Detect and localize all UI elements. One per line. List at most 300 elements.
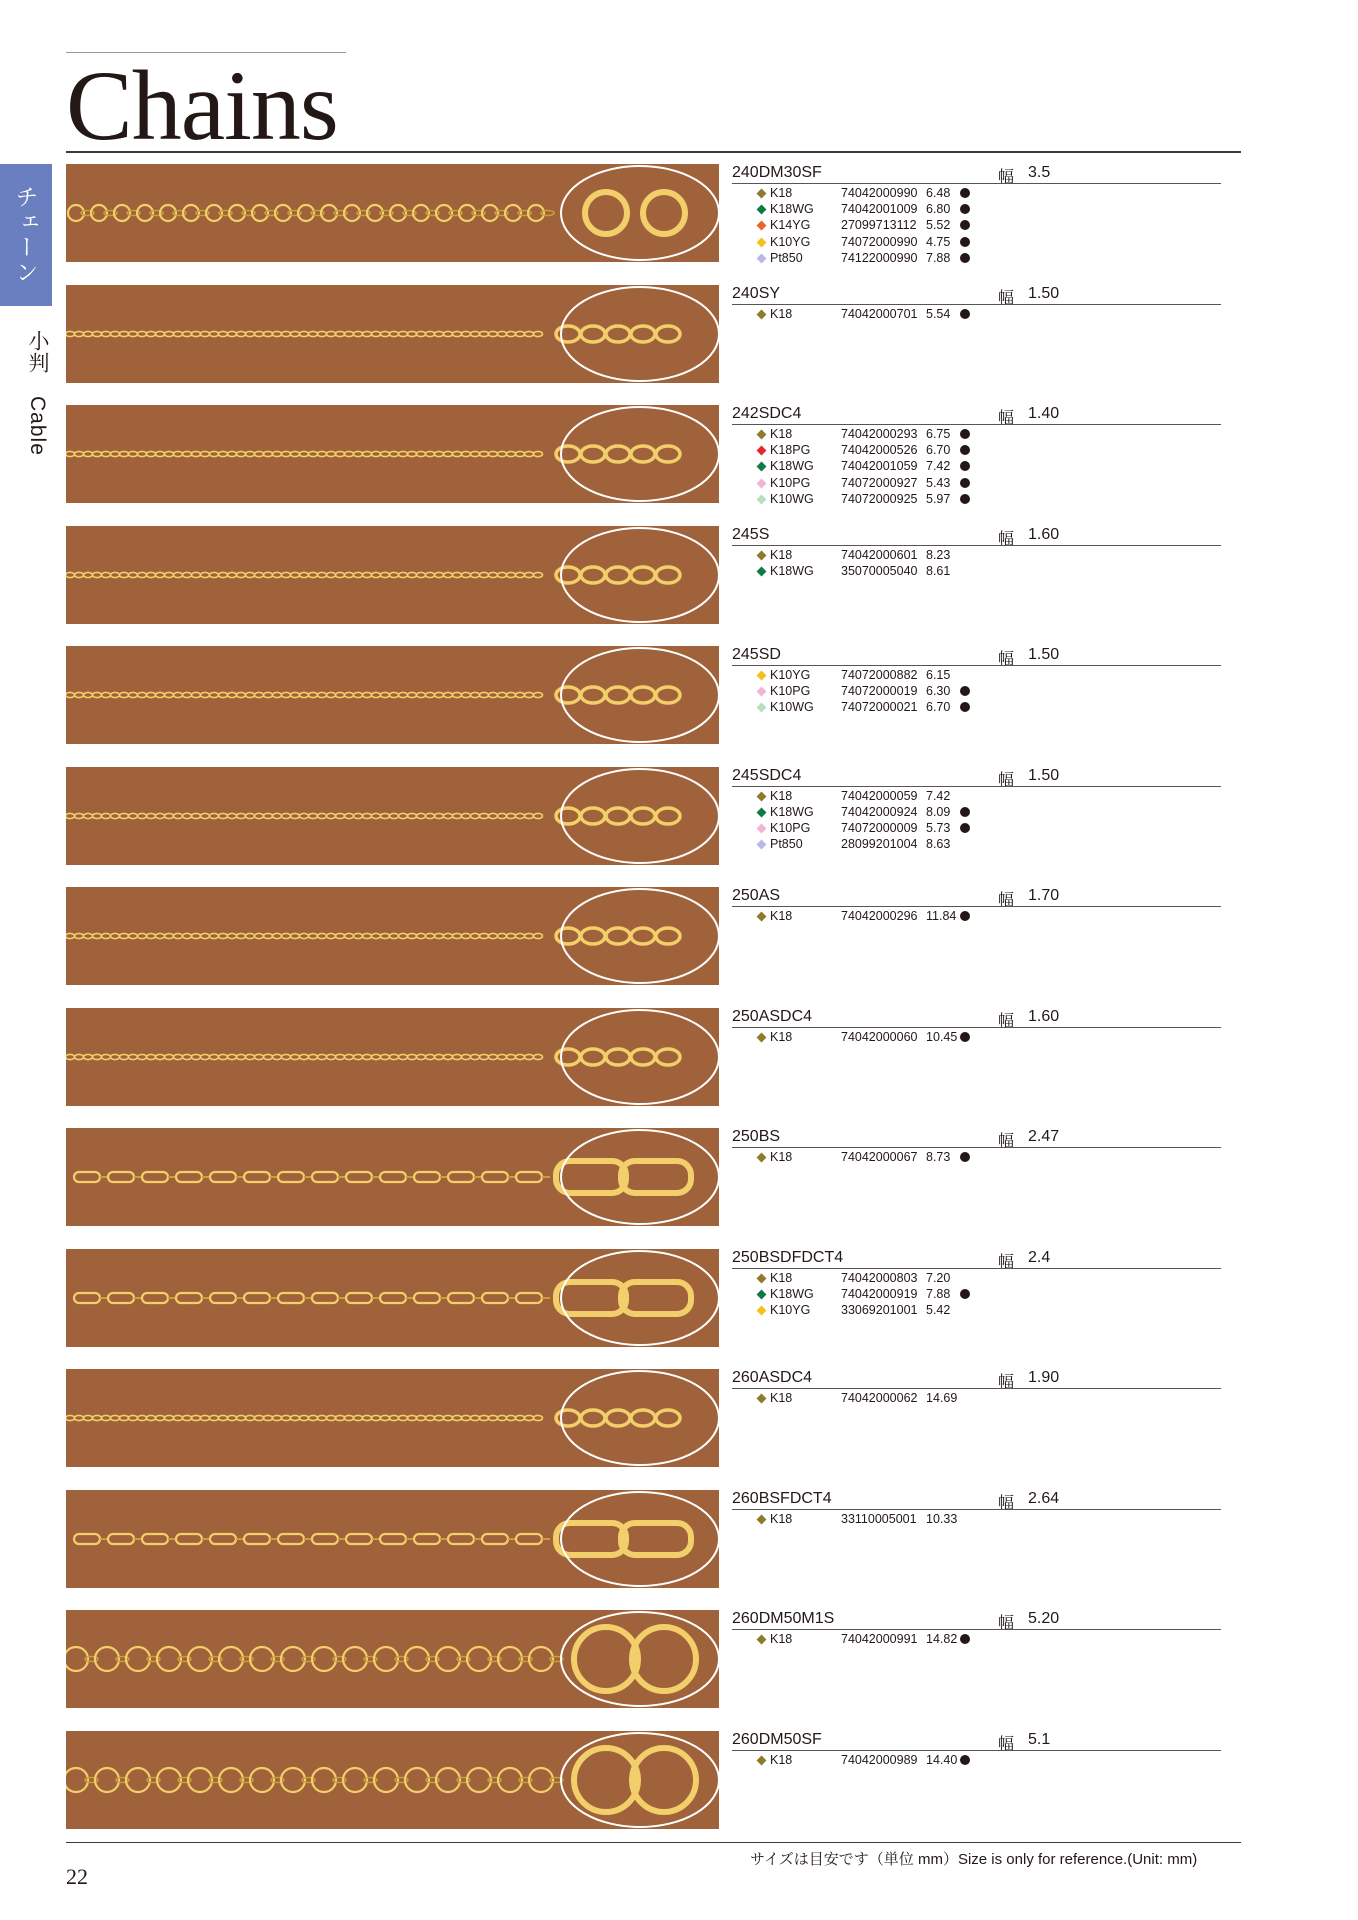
chain-illustration: [66, 887, 719, 985]
chain-illustration: [66, 405, 719, 503]
variant-row: [757, 547, 1017, 563]
width-value: 5.20: [1028, 1610, 1060, 1627]
variant-row: [757, 442, 1017, 458]
weight: 7.88: [926, 1286, 951, 1301]
product-code: 74042000919: [841, 1286, 918, 1301]
chain-info: [732, 1610, 1241, 1708]
width-label: 幅: [998, 892, 1015, 909]
chain-photo: [66, 1610, 719, 1708]
metal-name: K18: [770, 1632, 793, 1646]
stock-dot-icon: [960, 445, 970, 455]
stock-dot-icon: [960, 686, 970, 696]
stock-dot-icon: [960, 220, 970, 230]
metal-name: K18: [770, 306, 793, 321]
product-code: 74042001059: [841, 459, 918, 474]
metal-name: K14YG: [770, 218, 811, 233]
info-rule: [732, 424, 1221, 425]
metal-diamond-icon: [757, 840, 767, 850]
chain-photo: [66, 1490, 719, 1588]
width-label: 幅: [998, 1615, 1015, 1632]
chain-info: [732, 1008, 1241, 1106]
variant-row: [757, 788, 1017, 804]
product-code: 74072000927: [841, 475, 918, 490]
product-code: 74042000601: [841, 547, 918, 562]
info-rule: [732, 665, 1221, 666]
chain-code: 240DM30SF: [732, 164, 822, 181]
variant-row: [757, 820, 1017, 836]
variant-list: [757, 1390, 1017, 1406]
variant-list: [757, 185, 1017, 266]
chain-illustration: [66, 164, 719, 262]
weight: 5.43: [926, 475, 951, 490]
weight: 6.70: [926, 700, 951, 715]
variant-list: [757, 547, 1017, 579]
chain-row: [66, 1128, 1241, 1226]
metal-diamond-icon: [757, 566, 767, 576]
variant-list: [757, 1752, 1017, 1768]
width-label: 幅: [998, 1494, 1015, 1512]
variant-row: [757, 217, 1017, 233]
width-value: 1.60: [1028, 1007, 1060, 1025]
chain-illustration: [66, 646, 719, 744]
variant-row: [757, 185, 1017, 201]
metal-diamond-icon: [757, 1273, 767, 1283]
chain-row: [66, 887, 1241, 985]
weight: 8.73: [926, 1150, 951, 1164]
info-rule: [732, 1268, 1221, 1269]
chain-illustration: [66, 1008, 719, 1106]
page-title: Chains: [66, 50, 338, 161]
weight: 10.45: [926, 1029, 958, 1044]
chain-code: 242SDC4: [732, 405, 802, 422]
chain-info: [732, 1490, 1241, 1588]
side-tab-label: チェーン: [12, 185, 39, 285]
weight: 6.80: [926, 202, 951, 217]
metal-diamond-icon: [757, 221, 767, 231]
width-value: 1.90: [1028, 1369, 1060, 1386]
width-value: 1.50: [1028, 646, 1060, 663]
chain-photo: [66, 767, 719, 865]
info-rule: [732, 304, 1221, 305]
chain-code: 260DM50SF: [732, 1730, 822, 1748]
variant-row: [757, 1752, 1017, 1768]
info-rule: [732, 183, 1221, 184]
weight: 14.40: [926, 1752, 958, 1767]
chain-info: [732, 405, 1241, 506]
product-code: 74042000293: [841, 427, 918, 441]
product-code: 74072000882: [841, 668, 918, 682]
info-rule: [732, 1027, 1221, 1028]
chain-code: 250ASDC4: [732, 1007, 813, 1025]
chain-code: 260ASDC4: [732, 1369, 813, 1386]
variant-row: [757, 201, 1017, 217]
chain-code: 250BS: [732, 1128, 781, 1145]
variant-row: [757, 1029, 1017, 1045]
chain-code: 260DM50M1S: [732, 1610, 835, 1627]
variant-list: [757, 426, 1017, 507]
weight: 5.73: [926, 820, 951, 835]
chain-illustration: [66, 1249, 719, 1347]
chain-info: [732, 285, 1241, 383]
metal-diamond-icon: [757, 550, 767, 560]
metal-diamond-icon: [757, 253, 767, 263]
metal-diamond-icon: [757, 446, 767, 456]
chain-code: 245SD: [732, 646, 781, 663]
variant-row: [757, 667, 1017, 683]
stock-dot-icon: [960, 823, 970, 833]
product-code: 74042000990: [841, 186, 918, 200]
chain-illustration: [66, 1610, 719, 1708]
variant-list: [757, 908, 1017, 924]
metal-diamond-icon: [757, 309, 767, 319]
metal-diamond-icon: [757, 1032, 767, 1042]
metal-name: K10WG: [770, 700, 814, 715]
metal-name: K10PG: [770, 684, 811, 699]
metal-name: K18: [770, 1511, 793, 1526]
chain-photo: [66, 405, 719, 503]
chain-info: [732, 1731, 1241, 1829]
category-label: 小判 Cable: [26, 330, 49, 456]
metal-diamond-icon: [757, 671, 767, 681]
metal-name: K18WG: [770, 563, 814, 578]
metal-name: K10PG: [770, 820, 811, 835]
product-code: 74042000924: [841, 804, 918, 819]
weight: 5.97: [926, 491, 951, 506]
stock-dot-icon: [960, 1755, 970, 1765]
info-rule: [732, 786, 1221, 787]
variant-row: [757, 1390, 1017, 1406]
stock-dot-icon: [960, 204, 970, 214]
stock-dot-icon: [960, 1152, 970, 1162]
metal-diamond-icon: [757, 494, 767, 504]
stock-dot-icon: [960, 494, 970, 504]
stock-dot-icon: [960, 1032, 970, 1042]
width-label: 幅: [998, 289, 1015, 307]
metal-name: K18PG: [770, 443, 811, 458]
product-code: 74072000009: [841, 820, 918, 835]
chain-info: [732, 646, 1241, 744]
product-code: 74042000060: [841, 1029, 918, 1044]
footer-rule: [66, 1842, 1241, 1843]
metal-diamond-icon: [757, 237, 767, 247]
weight: 14.82: [926, 1632, 958, 1646]
width-label: 幅: [998, 1012, 1015, 1030]
product-code: 74042000296: [841, 909, 918, 923]
chain-photo: [66, 1128, 719, 1226]
variant-row: [757, 1286, 1017, 1302]
variant-row: [757, 804, 1017, 820]
chain-row: [66, 646, 1241, 744]
product-code: 74042000062: [841, 1391, 918, 1405]
product-code: 74122000990: [841, 250, 918, 265]
weight: 7.88: [926, 250, 951, 265]
chain-illustration: [66, 526, 719, 624]
variant-list: [757, 1511, 1017, 1527]
metal-diamond-icon: [757, 791, 767, 801]
info-rule: [732, 1509, 1221, 1510]
metal-diamond-icon: [757, 1305, 767, 1315]
metal-name: K18WG: [770, 202, 814, 217]
chain-row: [66, 1249, 1241, 1347]
header-rule: [66, 151, 1241, 153]
chain-code: 250AS: [732, 887, 781, 904]
variant-row: [757, 1511, 1017, 1527]
chain-illustration: [66, 285, 719, 383]
metal-diamond-icon: [757, 1289, 767, 1299]
product-code: 74042000701: [841, 306, 918, 321]
chain-code: 260BSFDCT4: [732, 1489, 832, 1507]
width-label: 幅: [998, 1133, 1015, 1150]
chain-photo: [66, 887, 719, 985]
product-code: 74042000803: [841, 1270, 918, 1285]
stock-dot-icon: [960, 253, 970, 263]
variant-row: [757, 306, 1017, 322]
product-code: 74042000526: [841, 443, 918, 458]
variant-row: [757, 491, 1017, 507]
metal-diamond-icon: [757, 462, 767, 472]
metal-diamond-icon: [757, 1635, 767, 1645]
product-code: 33069201001: [841, 1302, 918, 1317]
stock-dot-icon: [960, 237, 970, 247]
metal-name: K18: [770, 1270, 793, 1285]
metal-name: K10YG: [770, 1302, 811, 1317]
stock-dot-icon: [960, 429, 970, 439]
metal-diamond-icon: [757, 189, 767, 199]
width-value: 1.60: [1028, 525, 1060, 543]
metal-diamond-icon: [757, 687, 767, 697]
chain-code: 245SDC4: [732, 766, 802, 784]
width-label: 幅: [998, 530, 1015, 548]
weight: 11.84: [926, 909, 957, 923]
weight: 6.15: [926, 668, 951, 682]
weight: 7.42: [926, 459, 951, 474]
chain-row: [66, 1369, 1241, 1467]
stock-dot-icon: [960, 807, 970, 817]
variant-row: [757, 683, 1017, 699]
width-label: 幅: [998, 651, 1015, 668]
weight: 8.63: [926, 837, 951, 852]
weight: 6.30: [926, 684, 951, 699]
chain-row: [66, 1731, 1241, 1829]
product-code: 27099713112: [841, 218, 917, 233]
stock-dot-icon: [960, 702, 970, 712]
chain-illustration: [66, 767, 719, 865]
metal-name: K18WG: [770, 1286, 814, 1301]
variant-row: [757, 699, 1017, 715]
chain-photo: [66, 285, 719, 383]
product-code: 74042000067: [841, 1150, 918, 1164]
product-code: 74042000991: [841, 1632, 918, 1646]
chain-info: [732, 526, 1241, 624]
chain-photo: [66, 646, 719, 744]
metal-name: Pt850: [770, 250, 803, 265]
stock-dot-icon: [960, 911, 970, 921]
metal-diamond-icon: [757, 478, 767, 488]
weight: 8.09: [926, 804, 951, 819]
info-rule: [732, 906, 1221, 907]
stock-dot-icon: [960, 1634, 970, 1644]
chain-code: 245S: [732, 525, 770, 543]
chain-illustration: [66, 1731, 719, 1829]
width-label: 幅: [998, 1374, 1015, 1391]
variant-row: [757, 1149, 1017, 1165]
weight: 8.23: [926, 547, 951, 562]
chain-info: [732, 1369, 1241, 1467]
variant-row: [757, 234, 1017, 250]
metal-name: K18: [770, 909, 793, 923]
metal-name: K18: [770, 788, 793, 803]
weight: 5.54: [926, 306, 951, 321]
weight: 6.70: [926, 443, 951, 458]
page-number: 22: [66, 1864, 88, 1889]
stock-dot-icon: [960, 478, 970, 488]
info-rule: [732, 545, 1221, 546]
metal-name: K10YG: [770, 234, 811, 249]
weight: 7.20: [926, 1270, 951, 1285]
chain-photo: [66, 164, 719, 262]
chain-row: [66, 164, 1241, 265]
metal-name: K18: [770, 1391, 793, 1405]
width-label: 幅: [998, 1735, 1015, 1753]
metal-name: K18: [770, 1150, 793, 1164]
chain-photo: [66, 1249, 719, 1347]
variant-row: [757, 426, 1017, 442]
variant-list: [757, 1270, 1017, 1319]
metal-diamond-icon: [757, 1514, 767, 1524]
metal-name: K18WG: [770, 804, 814, 819]
width-value: 1.70: [1028, 887, 1060, 904]
product-code: 74072000925: [841, 491, 918, 506]
product-code: 74072000021: [841, 700, 918, 715]
stock-dot-icon: [960, 1289, 970, 1299]
chain-row: [66, 526, 1241, 624]
chain-info: [732, 164, 1241, 265]
chain-illustration: [66, 1369, 719, 1467]
width-value: 5.1: [1028, 1730, 1051, 1748]
metal-name: K10WG: [770, 491, 814, 506]
variant-row: [757, 1302, 1017, 1318]
metal-name: K18: [770, 427, 793, 441]
chain-row: [66, 1008, 1241, 1106]
metal-name: Pt850: [770, 837, 803, 852]
product-code: 74042000059: [841, 788, 918, 803]
width-value: 2.64: [1028, 1489, 1060, 1507]
variant-list: [757, 1029, 1017, 1045]
chain-photo: [66, 526, 719, 624]
weight: 5.52: [926, 218, 951, 233]
stock-dot-icon: [960, 188, 970, 198]
variant-row: [757, 563, 1017, 579]
metal-diamond-icon: [757, 205, 767, 215]
weight: 8.61: [926, 563, 951, 578]
width-value: 2.4: [1028, 1248, 1051, 1266]
stock-dot-icon: [960, 309, 970, 319]
product-code: 28099201004: [841, 837, 918, 852]
width-value: 3.5: [1028, 164, 1051, 181]
weight: 7.42: [926, 788, 951, 803]
metal-name: K18: [770, 1752, 793, 1767]
weight: 6.75: [926, 427, 951, 441]
variant-row: [757, 1270, 1017, 1286]
chain-photo: [66, 1369, 719, 1467]
metal-diamond-icon: [757, 1153, 767, 1163]
metal-diamond-icon: [757, 430, 767, 440]
product-code: 33110005001: [841, 1511, 917, 1526]
chain-info: [732, 1249, 1241, 1347]
metal-diamond-icon: [757, 703, 767, 713]
variant-row: [757, 1631, 1017, 1647]
chain-code: 240SY: [732, 284, 781, 302]
chain-row: [66, 405, 1241, 506]
variant-row: [757, 250, 1017, 266]
stock-dot-icon: [960, 461, 970, 471]
info-rule: [732, 1750, 1221, 1751]
variant-row: [757, 475, 1017, 491]
info-rule: [732, 1147, 1221, 1148]
width-label: 幅: [998, 169, 1015, 186]
product-code: 74072000990: [841, 234, 918, 249]
variant-row: [757, 458, 1017, 474]
variant-list: [757, 1631, 1017, 1647]
chain-illustration: [66, 1490, 719, 1588]
width-value: 2.47: [1028, 1128, 1060, 1145]
variant-row: [757, 836, 1017, 852]
metal-diamond-icon: [757, 807, 767, 817]
product-code: 74042001009: [841, 202, 918, 217]
product-code: 35070005040: [841, 563, 918, 578]
metal-name: K18: [770, 1029, 793, 1044]
variant-list: [757, 667, 1017, 716]
metal-diamond-icon: [757, 823, 767, 833]
variant-list: [757, 306, 1017, 322]
weight: 5.42: [926, 1302, 951, 1317]
width-label: 幅: [998, 410, 1015, 427]
info-rule: [732, 1629, 1221, 1630]
weight: 6.48: [926, 186, 951, 200]
variant-row: [757, 908, 1017, 924]
metal-name: K18: [770, 186, 793, 200]
chain-row: [66, 1610, 1241, 1708]
weight: 4.75: [926, 234, 951, 249]
metal-diamond-icon: [757, 1755, 767, 1765]
width-value: 1.50: [1028, 284, 1060, 302]
chain-info: [732, 887, 1241, 985]
footer-note: サイズは目安です（単位 mm）Size is only for reference.(Unit: mm): [750, 1851, 1198, 1868]
weight: 14.69: [926, 1391, 958, 1405]
weight: 10.33: [926, 1511, 958, 1526]
metal-diamond-icon: [757, 1394, 767, 1404]
chain-code: 250BSDFDCT4: [732, 1248, 844, 1266]
info-rule: [732, 1388, 1221, 1389]
width-label: 幅: [998, 771, 1015, 789]
width-label: 幅: [998, 1253, 1015, 1271]
width-value: 1.40: [1028, 405, 1060, 422]
metal-name: K10YG: [770, 668, 811, 682]
chain-photo: [66, 1008, 719, 1106]
product-code: 74072000019: [841, 684, 918, 699]
metal-name: K18WG: [770, 459, 814, 474]
metal-name: K10PG: [770, 475, 811, 490]
metal-diamond-icon: [757, 912, 767, 922]
chain-info: [732, 767, 1241, 865]
chain-row: [66, 1490, 1241, 1588]
product-code: 74042000989: [841, 1752, 918, 1767]
chain-row: [66, 767, 1241, 865]
chain-info: [732, 1128, 1241, 1226]
variant-list: [757, 1149, 1017, 1165]
variant-list: [757, 788, 1017, 853]
chain-photo: [66, 1731, 719, 1829]
